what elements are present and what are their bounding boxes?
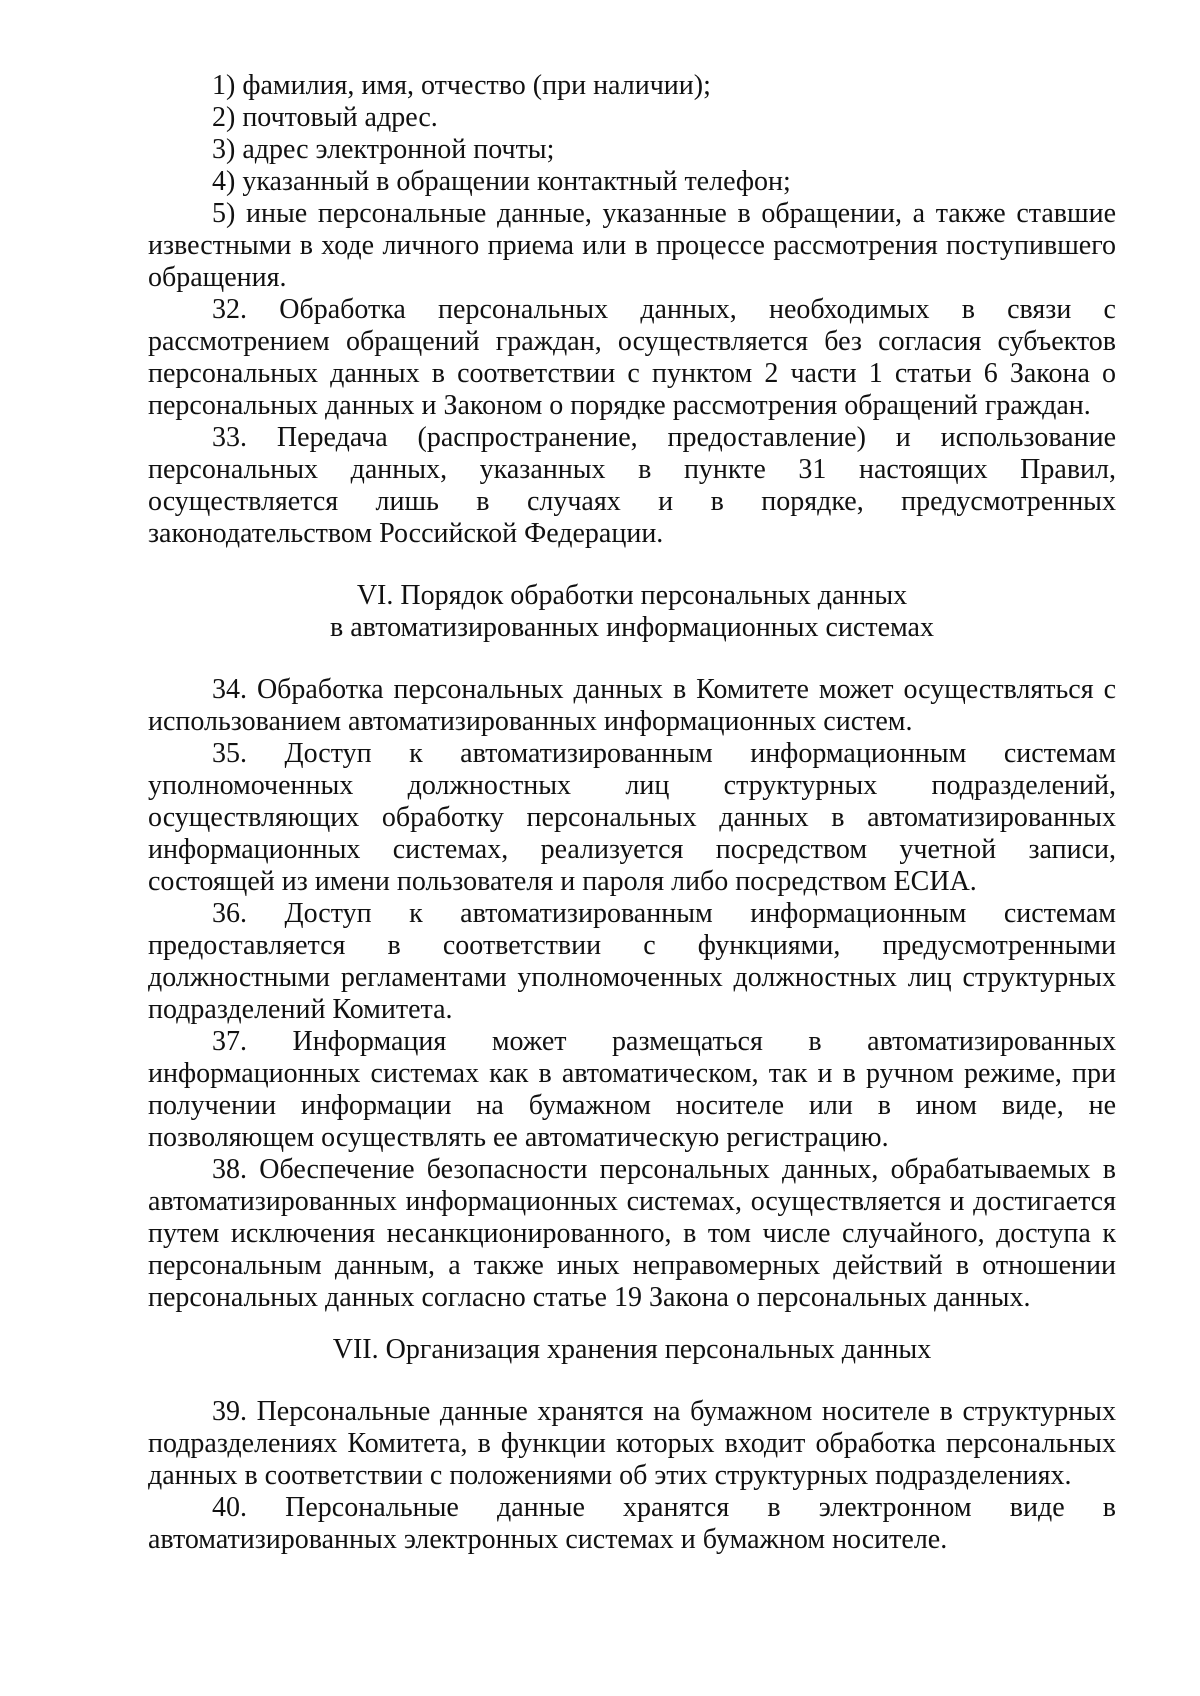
section-heading-vi-line1: VI. Порядок обработки персональных данных <box>356 580 908 611</box>
paragraph-34: 34. Обработка персональных данных в Комитете может осуществляться с использованием автоматизированных информационных систем. <box>148 674 1116 737</box>
paragraph-37: 37. Информация может размещаться в автоматизированных информационных системах как в автоматическом, так и в ручном режиме, при получении информации на бумажном носителе или в ином виде, не позволяющем осуществлять ее автоматическую регистрацию. <box>148 1026 1116 1153</box>
section-heading-vi <box>148 580 1116 644</box>
section-heading-vii-line1: VII. Организация хранения персональных данных <box>332 1334 932 1365</box>
list-item-1: 1) фамилия, имя, отчество (при наличии); <box>212 70 711 101</box>
paragraph-32: 32. Обработка персональных данных, необходимых в связи с рассмотрением обращений граждан, осуществляется без согласия субъектов персональных данных в соответствии с пунктом 2 части 1 статьи 6 Закона о персональных данных и Законом о порядке рассмотрения обращений граждан. <box>148 294 1116 421</box>
paragraph-35: 35. Доступ к автоматизированным информационным системам уполномоченных должностных лиц структурных подразделений, осуществляющих обработку персональных данных в автоматизированных информационных системах, реализуется посредством учетной записи, состоящей из имени пользователя и пароля либо посредством ЕСИА. <box>148 738 1116 897</box>
paragraph-33: 33. Передача (распространение, предоставление) и использование персональных данных, указанных в пункте 31 настоящих Правил, осуществляется лишь в случаях и в порядке, предусмотренных законодательством Российской Федерации. <box>148 422 1116 549</box>
list-item-5: 5) иные персональные данные, указанные в обращении, а также ставшие известными в ходе личного приема или в процессе рассмотрения поступившего обращения. <box>148 198 1116 293</box>
paragraph-40: 40. Персональные данные хранятся в электронном виде в автоматизированных электронных системах и бумажном носителе. <box>148 1492 1116 1555</box>
paragraph-38: 38. Обеспечение безопасности персональных данных, обрабатываемых в автоматизированных информационных системах, осуществляется и достигается путем исключения несанкционированного, в том числе случайного, доступа к персональным данным, а также иных неправомерных действий в отношении персональных данных согласно статье 19 Закона о персональных данных. <box>148 1154 1116 1313</box>
list-item-3: 3) адрес электронной почты; <box>212 134 555 165</box>
paragraph-36: 36. Доступ к автоматизированным информационным системам предоставляется в соответствии с функциями, предусмотренными должностными регламентами уполномоченных должностных лиц структурных подразделений Комитета. <box>148 898 1116 1025</box>
section-heading-vi-line2: в автоматизированных информационных системах <box>330 612 934 643</box>
document-body <box>148 70 1116 1556</box>
list-item-4: 4) указанный в обращении контактный телефон; <box>212 166 791 197</box>
section-heading-vii <box>148 1334 1116 1366</box>
paragraph-39: 39. Персональные данные хранятся на бумажном носителе в структурных подразделениях Комитета, в функции которых входит обработка персональных данных в соответствии с положениями об этих структурных подразделениях. <box>148 1396 1116 1491</box>
list-item-2: 2) почтовый адрес. <box>212 102 438 133</box>
